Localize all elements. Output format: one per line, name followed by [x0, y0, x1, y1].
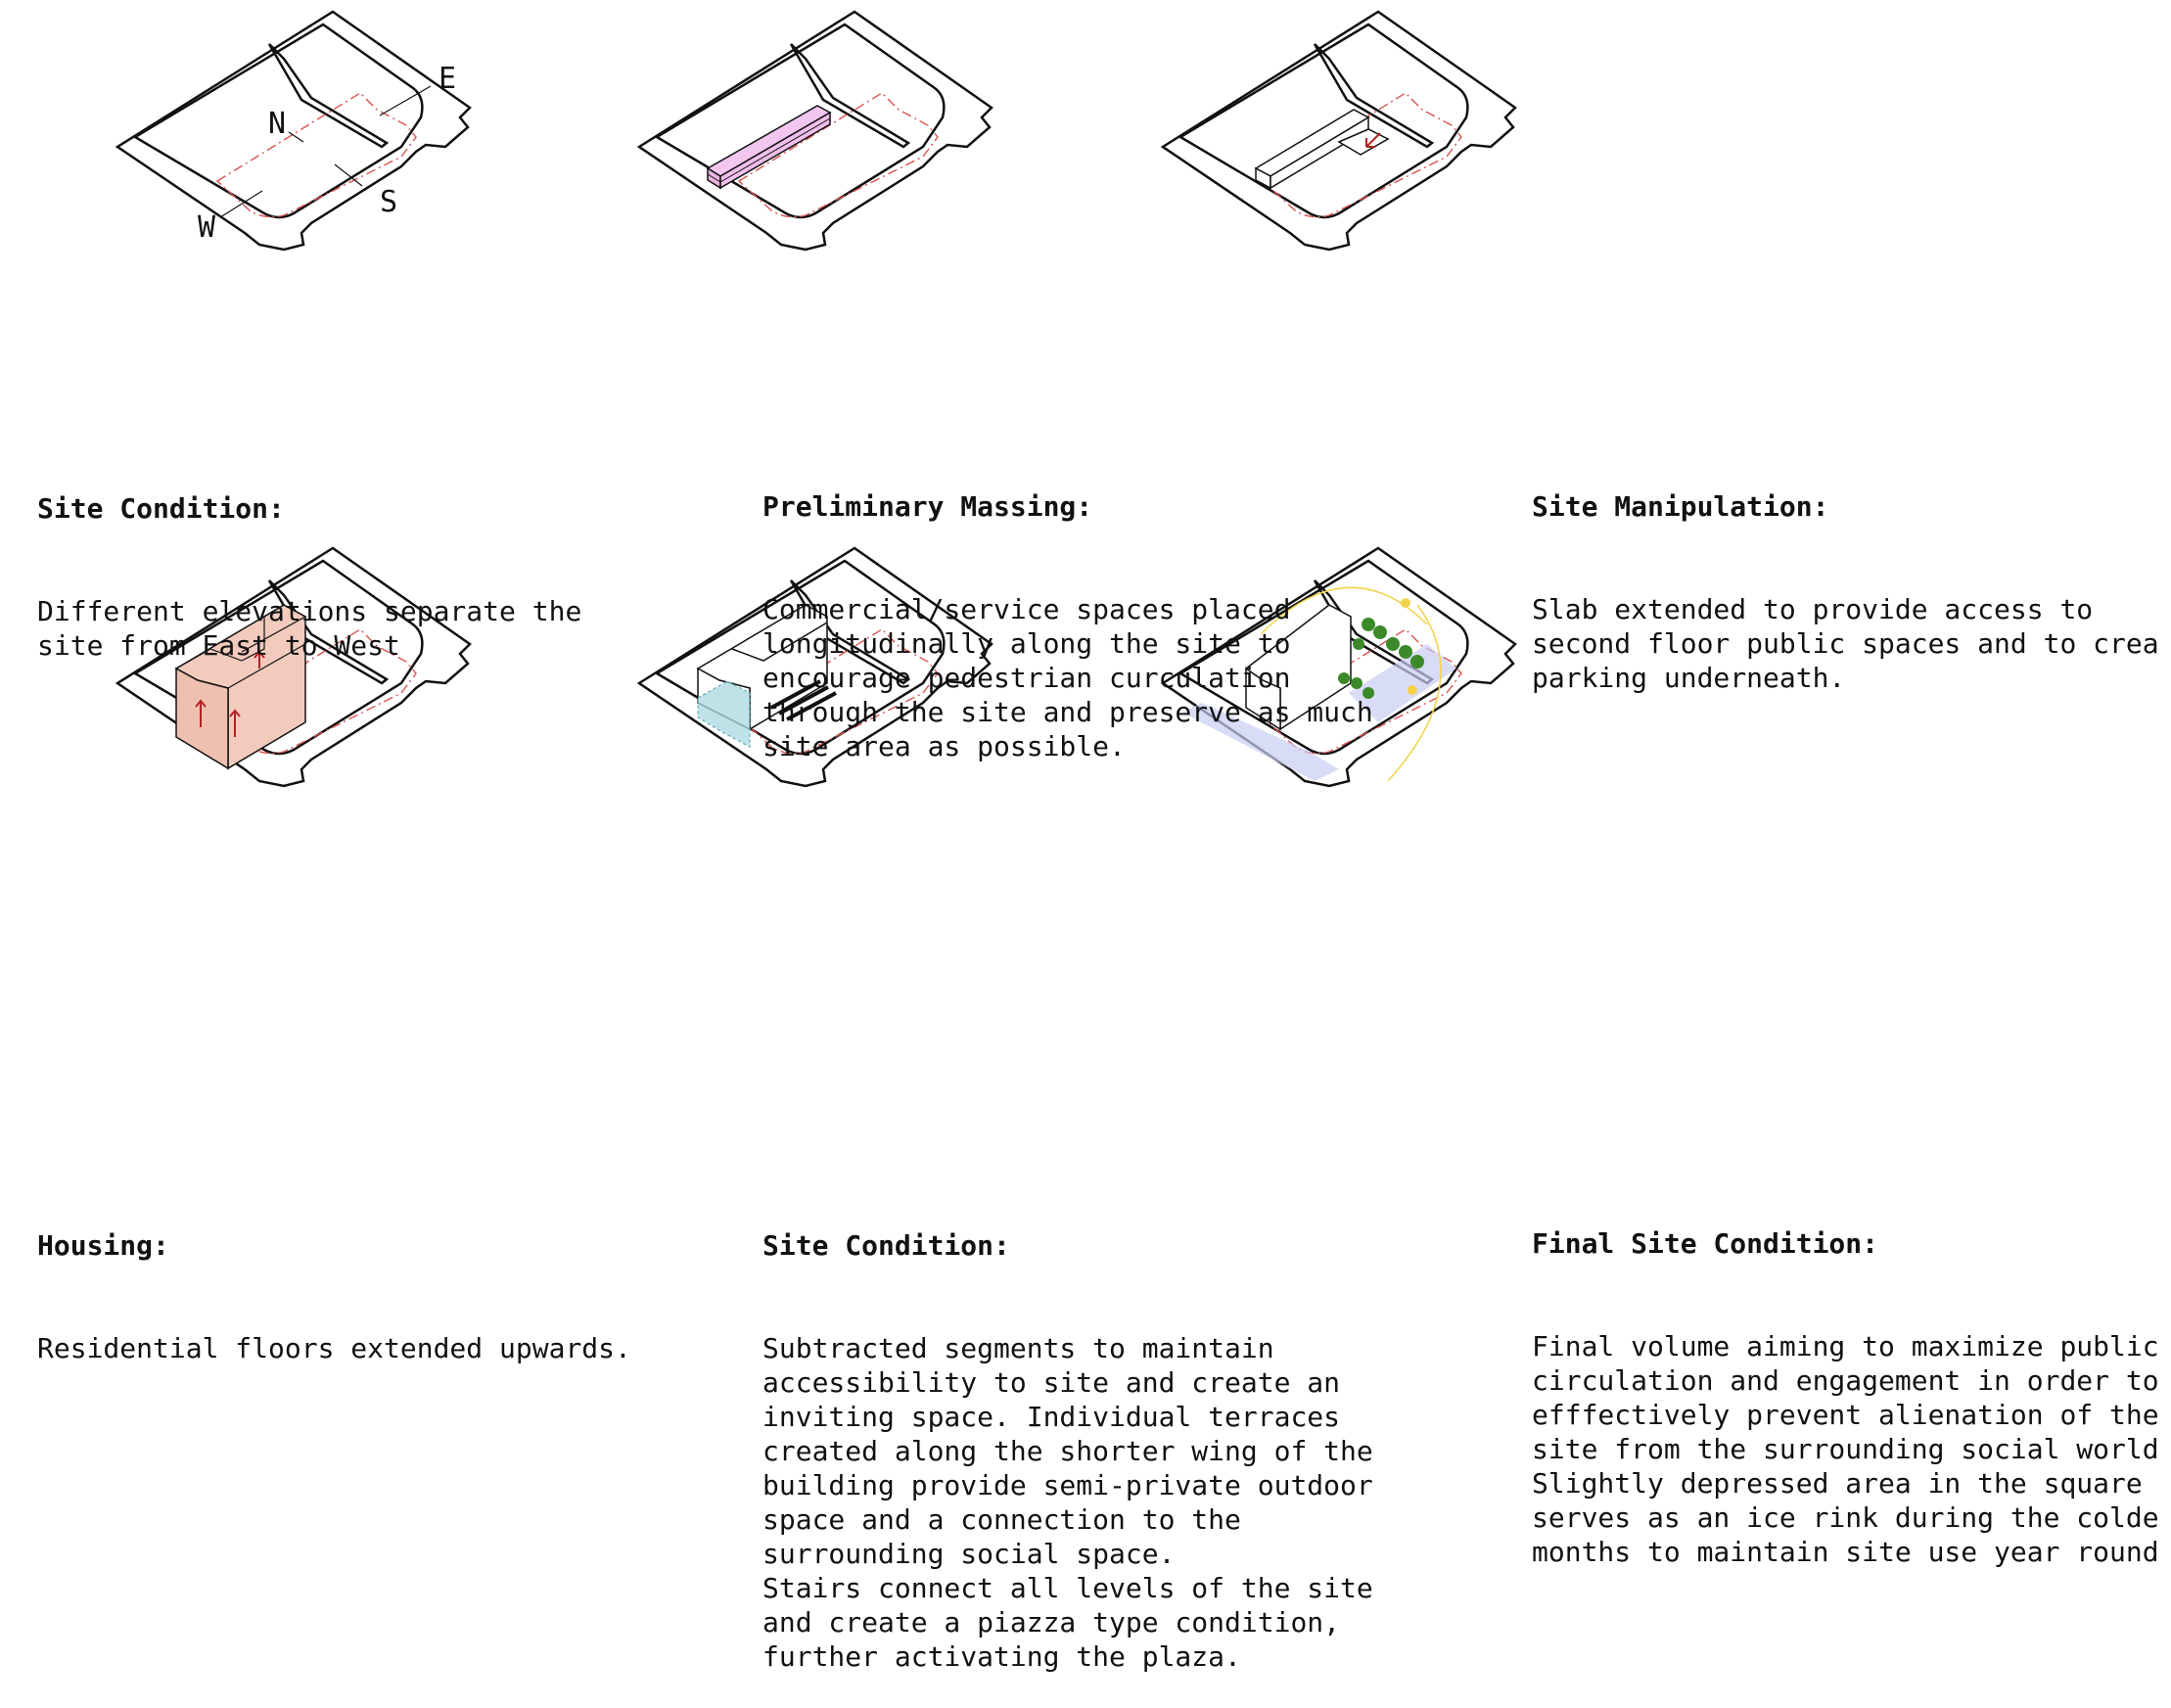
- caption-site-condition: [37, 423, 581, 697]
- caption-title: Site Condition:: [762, 1229, 1010, 1262]
- caption-body: Commercial/service spaces placed longitudinally along the site to encourage pedestrian curculation through the site and preserve as much site area as possible.: [762, 593, 1373, 762]
- preliminary-massing-diagram: [571, 0, 1119, 362]
- caption-body: Final volume aiming to maximize public circulation and engagement in order to efffectively prevent alienation of the site from the surrounding social world Slightly depressed area in the square serves as an ice rink during the colde months to maintain site use year round: [1532, 1330, 2159, 1568]
- compass-s-label: S: [380, 185, 398, 219]
- site-manipulation-drawing: [1094, 0, 1642, 362]
- section-line-s: [335, 164, 362, 186]
- caption-body: Subtracted segments to maintain accessibility to site and create an inviting space. Individual terraces created along the shorter wing of the building provide semi-private outdoor space and a connection to the surrounding social space. Stairs connect all levels of the site and create a piazza type condition, further activating the plaza.: [762, 1332, 1373, 1673]
- caption-title: Preliminary Massing:: [762, 490, 1093, 523]
- preliminary-massing-drawing: [571, 0, 1119, 362]
- sun-icon: [1401, 598, 1410, 608]
- caption-site-condition-terraces: [762, 1160, 1373, 1708]
- caption-title: Final Site Condition:: [1532, 1227, 1879, 1260]
- caption-final-site-condition: [1532, 1158, 2171, 1603]
- site-condition-diagram: [49, 0, 597, 362]
- caption-body: Residential floors extended upwards.: [37, 1332, 631, 1364]
- section-line-n: [289, 132, 303, 142]
- caption-body: Slab extended to provide access to second floor public spaces and to crea parking underneath.: [1532, 593, 2159, 694]
- caption-site-manipulation: [1532, 421, 2171, 729]
- site-manipulation-diagram: [1094, 0, 1642, 362]
- caption-title: Site Condition:: [37, 492, 285, 525]
- sun-icon: [1408, 685, 1417, 695]
- extended-slab: [1256, 110, 1388, 188]
- caption-body: Different elevations separate the site from East to West: [37, 595, 582, 662]
- caption-housing: [37, 1160, 631, 1400]
- caption-preliminary-massing: [762, 421, 1373, 798]
- site-condition-drawing: [49, 0, 597, 362]
- compass-w-label: W: [198, 210, 216, 245]
- caption-title: Housing:: [37, 1229, 169, 1262]
- section-line-w: [220, 191, 262, 217]
- compass-e-label: E: [439, 62, 457, 96]
- compass-n-label: N: [268, 107, 287, 141]
- massing-slab: [708, 106, 830, 188]
- caption-title: Site Manipulation:: [1532, 490, 1829, 523]
